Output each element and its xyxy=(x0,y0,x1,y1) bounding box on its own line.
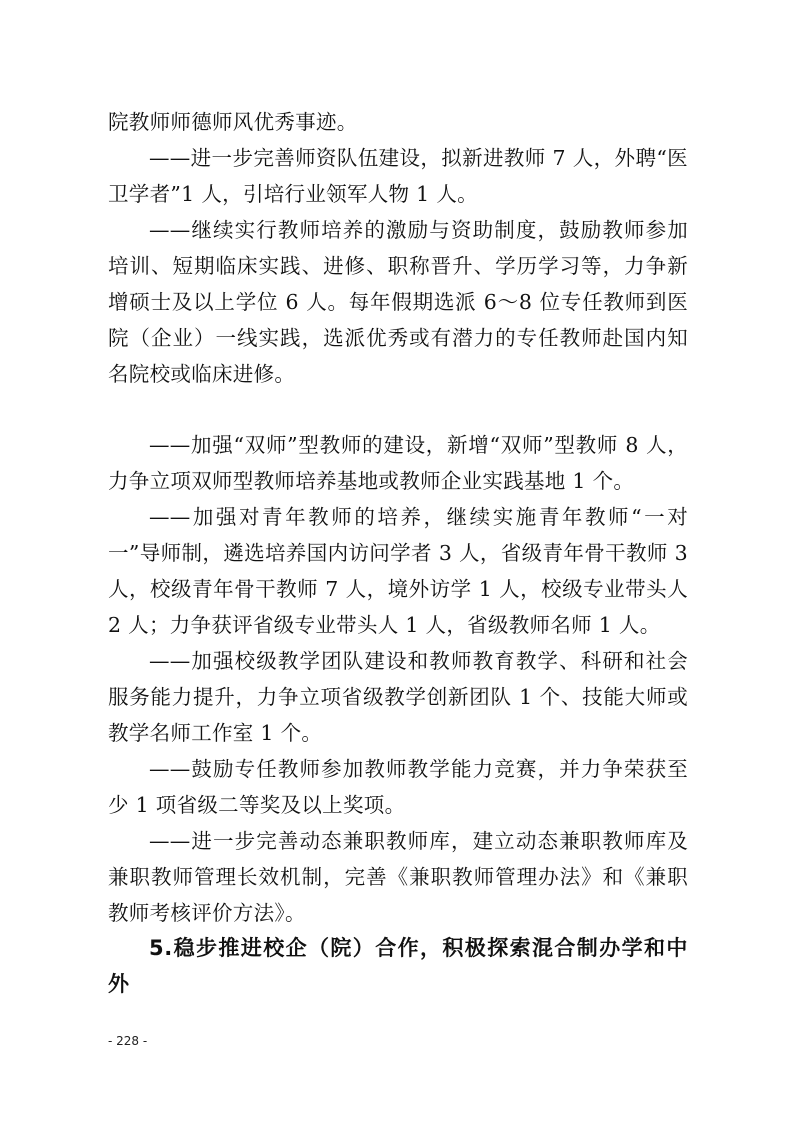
paragraph-training-incentives: ——继续实行教师培养的激励与资助制度，鼓励教师参加培训、短期临床实践、进修、职称晋升、学历学习等，力争新增硕士及以上学位 6 人。每年假期选派 6～8 位专任教师到医院（企业）一线实践，选派优秀或有潜力的专任教师赴国内知名院校或临床进修。 xyxy=(108,218,688,386)
section-heading: 5.稳步推进校企（院）合作，积极探索混合制办学和中外 xyxy=(108,936,688,996)
paragraph-part-time-teachers: ——进一步完善动态兼职教师库，建立动态兼职教师库及兼职教师管理长效机制，完善《兼职教师管理办法》和《兼职教师考核评价方法》。 xyxy=(108,829,688,925)
paragraph-teaching-competition: ——鼓励专任教师参加教师教学能力竞赛，并力争荣获至少 1 项省级二等奖及以上奖项。 xyxy=(108,757,688,817)
paragraph-teaching-teams: ——加强校级教学团队建设和教师教育教学、科研和社会服务能力提升，力争立项省级教学创新团队 1 个、技能大师或教学名师工作室 1 个。 xyxy=(108,649,688,745)
paragraph-continuation: 院教师师德师风优秀事迹。 xyxy=(108,110,358,134)
page-number: - 228 - xyxy=(108,1034,148,1048)
paragraph-young-teachers: ——加强对青年教师的培养，继续实施青年教师“一对一”导师制，遴选培养国内访问学者 3 人，省级青年骨干教师 3 人，校级青年骨干教师 7 人，境外访学 1 人，校级专业带头人 2 人；力争获评省级专业带头人 1 人，省级教师名师 1 人。 xyxy=(108,505,688,637)
paragraph-teacher-recruitment: ——进一步完善师资队伍建设，拟新进教师 7 人，外聘“医卫学者”1 人，引培行业领军人物 1 人。 xyxy=(108,146,688,206)
paragraph-dual-qualified-teachers: ——加强“双师”型教师的建设，新增“双师”型教师 8 人，力争立项双师型教师培养基地或教师企业实践基地 1 个。 xyxy=(108,433,688,493)
